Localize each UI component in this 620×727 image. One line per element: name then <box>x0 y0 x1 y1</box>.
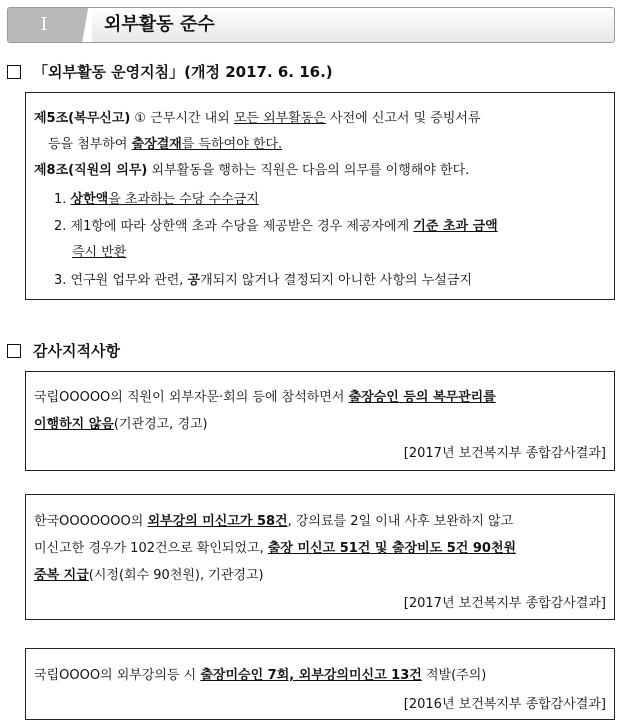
article5-underlined: 모든 외부활동은 <box>233 111 326 126</box>
case2-source: [2017년 보건복지부 종합감사결과] <box>403 596 606 611</box>
article8-text: 외부활동을 행하는 직원은 다음의 의무를 이행해야 한다. <box>147 163 470 178</box>
article8-line <box>34 159 469 178</box>
case2-bold1: 외부강의 미신고가 58건 <box>147 514 288 529</box>
case1-bold-cont: 이행하지 않음 <box>34 417 114 432</box>
article8-label: 제8조(직원의 의무) <box>34 163 148 178</box>
item2-number: 2. <box>54 219 71 234</box>
article8-item2-cont <box>72 241 126 260</box>
audit-case-3 <box>25 648 615 720</box>
article8-item1 <box>54 188 259 207</box>
article5-text-end: 사전에 신고서 및 증빙서류 <box>325 111 481 126</box>
article8-item3 <box>54 269 472 288</box>
case3-penalty: 적발(주의) <box>421 668 487 683</box>
case1-penalty: (기관경고, 경고) <box>113 417 208 432</box>
item3-text: 연구원 업무와 관련, <box>70 273 188 288</box>
case3-source: [2016년 보건복지부 종합감사결과] <box>403 697 606 712</box>
case1-source: [2017년 보건복지부 종합감사결과] <box>403 446 606 461</box>
article5-line2-text: 등을 첨부하여 <box>48 137 132 152</box>
case2-text-end: , 강의료를 2일 이내 사후 보완하지 않고 <box>287 514 514 529</box>
article5-text: ① 근무시간 내외 <box>130 111 234 126</box>
case2-bold3: 중복 지급 <box>34 568 89 583</box>
guideline-heading <box>7 61 333 82</box>
case2-penalty: (시정(회수 90천원), 기관경고) <box>88 568 264 583</box>
case1-text: 국립OOOOO의 직원이 외부자문·회의 등에 참석하면서 <box>34 390 349 405</box>
item2-bold: 기준 초과 금액 <box>413 219 498 234</box>
item3-number: 3. <box>54 273 71 288</box>
case2-line1 <box>34 510 513 529</box>
case1-bold: 출장승인 등의 복무관리를 <box>348 390 496 405</box>
article5-line1 <box>34 107 481 126</box>
section-title-bar <box>7 7 615 43</box>
item1-text: 을 초과하는 수당 수수금지 <box>108 192 259 207</box>
audit-heading <box>7 340 120 361</box>
section-title: 외부활동 준수 <box>104 14 215 35</box>
checkbox-square-icon <box>7 65 21 79</box>
case2-bold2: 출장 미신고 51건 및 출장비도 5건 90천원 <box>267 541 517 556</box>
case3-line <box>34 664 486 683</box>
checkbox-square-icon <box>7 344 21 358</box>
article5-label: 제5조(복무신고) <box>34 111 131 126</box>
audit-case-2 <box>25 494 615 620</box>
article5-line2 <box>48 133 282 152</box>
item2-text: 제1항에 따라 상한액 초과 수당을 제공받은 경우 제공자에게 <box>70 219 414 234</box>
item3-bold: 공 <box>187 273 201 288</box>
item2-return: 즉시 반환 <box>72 245 127 260</box>
article8-item2 <box>54 215 498 234</box>
section-number-tab-decoration <box>80 8 92 42</box>
case2-line2-text: 미신고한 경우가 102건으로 확인되었고, <box>34 541 268 556</box>
guideline-box <box>25 92 615 300</box>
item1-number: 1. <box>54 192 71 207</box>
case2-text: 한국OOOOOOO의 <box>34 514 148 529</box>
case1-line2 <box>34 413 208 432</box>
audit-case-1 <box>25 371 615 471</box>
case2-line2 <box>34 537 516 556</box>
item3-text-end: 개되지 않거나 결정되지 아니한 사항의 누설금지 <box>200 273 472 288</box>
article5-line2-end: 를 득하여야 한다. <box>181 137 283 152</box>
case3-bold: 출장미승인 7회, 외부강의미신고 13건 <box>200 668 422 683</box>
case1-line1 <box>34 386 496 405</box>
case2-line3 <box>34 564 264 583</box>
case3-text: 국립OOOO의 외부강의등 시 <box>34 668 201 683</box>
guideline-heading-text: 「외부활동 운영지침」(개정 2017. 6. 16.) <box>33 63 333 81</box>
audit-heading-text: 감사지적사항 <box>33 342 120 360</box>
article5-approval: 출장결재 <box>131 137 182 152</box>
section-number: Ⅰ <box>8 8 80 42</box>
item1-bold: 상한액 <box>70 192 109 207</box>
